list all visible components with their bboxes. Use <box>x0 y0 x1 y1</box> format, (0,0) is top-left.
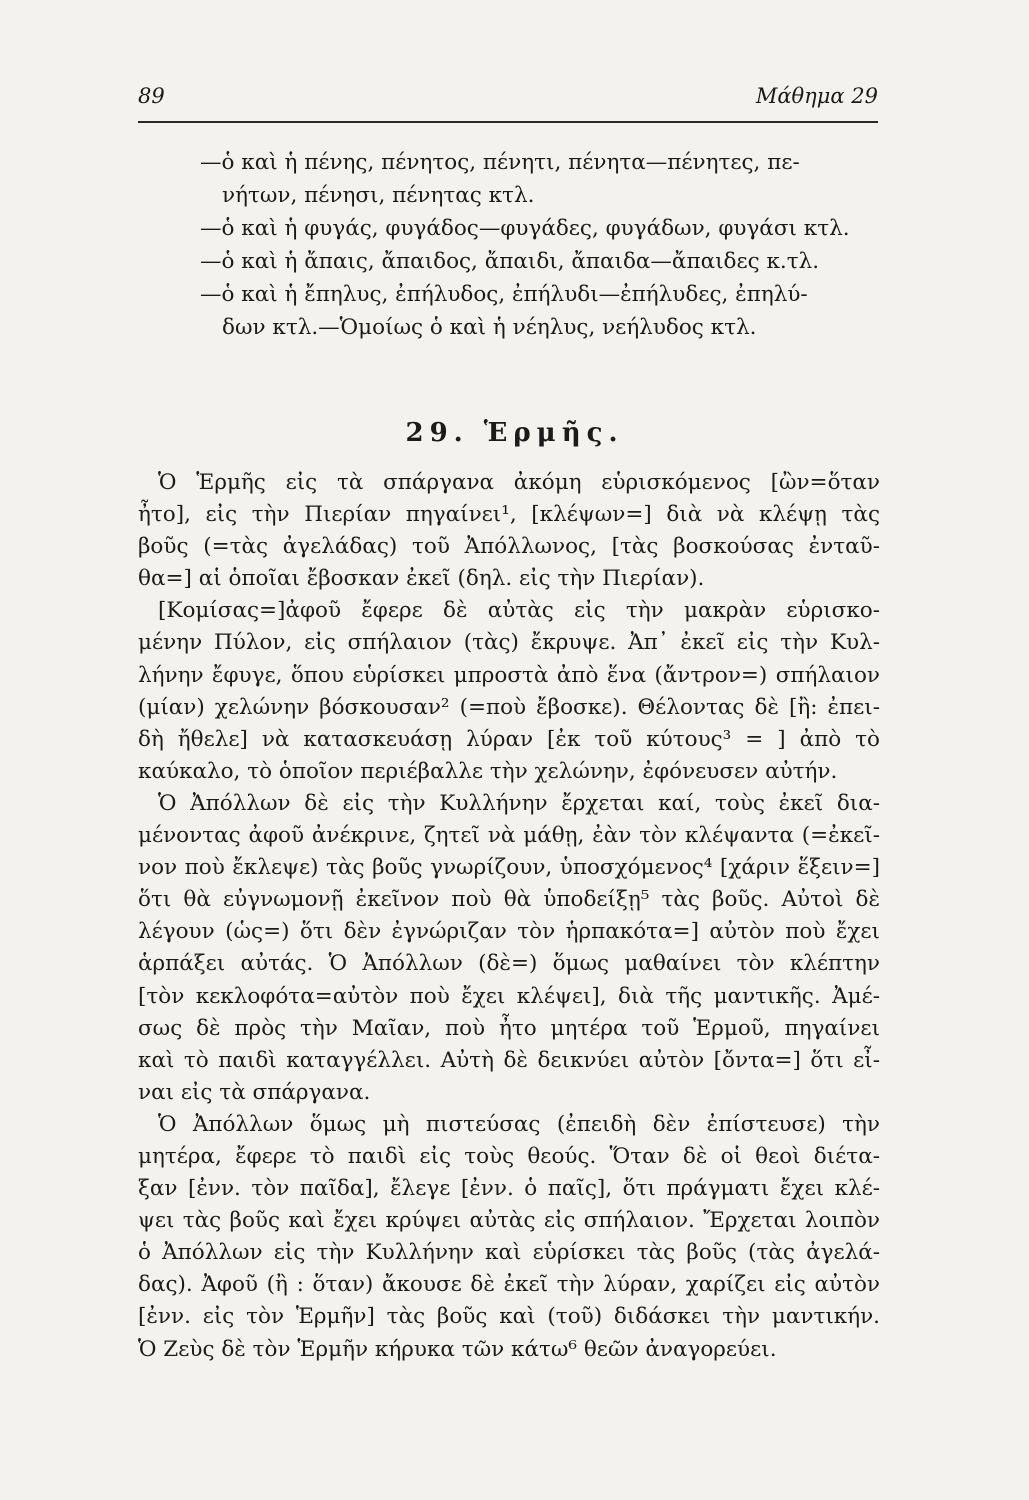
body-line: μένην Πύλον, εἰς σπήλαιον (τὰς) ἔκρυψε. Ἀπ᾿ ἐκεῖ εἰς τὴν Κυλ- <box>138 630 880 656</box>
body-line: μητέρα, ἔφερε τὸ παιδὶ εἰς τοὺς θεούς. Ὅταν δὲ οἱ θεοὶ διέτα- <box>138 1143 880 1169</box>
body-line: νον ποὺ ἔκλεψε) τὰς βοῦς γνωρίζουν, ὑποσχόμενος⁴ [χάριν ἕξειν=] <box>138 855 880 881</box>
body-line: σως δὲ πρὸς τὴν Μαῖαν, ποὺ ἦτο μητέρα τοῦ Ἑρμοῦ, πηγαίνει <box>138 1015 880 1041</box>
body-line: ἁρπάξει αὐτάς. Ὁ Ἀπόλλων (δὲ=) ὅμως μαθαίνει τὸν κλέπτην <box>138 951 880 977</box>
body-line: [Κομίσας=]ἀφοῦ ἔφερε δὲ αὐτὰς εἰς τὴν μακρὰν εὑρισκο- <box>158 598 880 624</box>
section-title: 29. Ἑρμῆς. <box>405 418 624 448</box>
body-line: δὴ ἤθελε] νὰ κατασκευάσῃ λύραν [ἐκ τοῦ κύτους³ = ] ἀπὸ τὸ <box>138 726 880 752</box>
declension-examples <box>200 146 880 344</box>
body-line: ὅτι θὰ εὐγνωμονῇ ἐκεῖνον ποὺ θὰ ὑποδείξῃ⁵ τὰς βοῦς. Αὐτοὶ δὲ <box>138 887 880 913</box>
intro-line: —ὁ καὶ ἡ ἔπηλυς, ἐπήλυδος, ἐπήλυδι—ἐπήλυδες, ἐπηλύ- <box>200 282 808 307</box>
body-line: (μίαν) χελώνην βόσκουσαν² (=ποὺ ἔβοσκε). Θέλοντας δὲ [ἢ: ἐπει- <box>138 694 880 720</box>
body-line: ναι εἰς τὰ σπάργανα. <box>138 1079 371 1105</box>
body-line: Ὁ Ἑρμῆς εἰς τὰ σπάργανα ἀκόμη εὑρισκόμενος [ὢν=ὅταν <box>158 470 880 495</box>
body-line: καὶ τὸ παιδὶ καταγγέλλει. Αὐτὴ δὲ δεικνύει αὐτὸν [ὄντα=] ὅτι εἶ- <box>138 1047 880 1073</box>
body-line: ψει τὰς βοῦς καὶ ἔχει κρύψει αὐτὰς εἰς σπήλαιον. Ἔρχεται λοιπὸν <box>138 1208 880 1234</box>
body-line: [ἐνν. εἰς τὸν Ἑρμῆν] τὰς βοῦς καὶ (τοῦ) διδάσκει τὴν μαντικήν. <box>138 1304 880 1330</box>
body-line: θα=] αἱ ὁποῖαι ἔβοσκαν ἐκεῖ (δηλ. εἰς τὴν Πιερίαν). <box>138 566 705 592</box>
intro-line: —ὁ καὶ ἡ πένης, πένητος, πένητι, πένητα—πένητες, πε- <box>200 150 800 175</box>
body-line: ὁ Ἀπόλλων εἰς τὴν Κυλλήνην καὶ εὑρίσκει τὰς βοῦς (τὰς ἀγελά- <box>138 1240 880 1266</box>
body-line: ἦτο], εἰς τὴν Πιερίαν πηγαίνει¹, [κλέψων=] διὰ νὰ κλέψῃ τὰς <box>138 502 880 528</box>
header-rule <box>138 121 878 123</box>
body-line: Ὁ Ἀπόλλων δὲ εἰς τὴν Κυλλήνην ἔρχεται καί, τοὺς ἐκεῖ δια- <box>158 790 880 816</box>
lesson-body <box>138 467 880 1366</box>
intro-line: —ὁ καὶ ἡ φυγάς, φυγάδος—φυγάδες, φυγάδων, φυγάσι κτλ. <box>200 216 850 241</box>
intro-line: —ὁ καὶ ἡ ἄπαις, ἄπαιδος, ἄπαιδι, ἄπαιδα—ἄπαιδες κ.τλ. <box>200 249 820 274</box>
body-line: δας). Ἀφοῦ (ἢ : ὅταν) ἄκουσε δὲ ἐκεῖ τὴν λύραν, χαρίζει εἰς αὐτὸν <box>138 1272 880 1298</box>
running-head: Μάθημα 29 <box>755 84 878 108</box>
intro-line: νήτων, πένησι, πένητας κτλ. <box>222 183 535 208</box>
body-line: λέγουν (ὡς=) ὅτι δὲν ἐγνώριζαν τὸν ἡρπακότα=] αὐτὸν ποὺ ἔχει <box>138 919 880 945</box>
body-line: βοῦς (=τὰς ἀγελάδας) τοῦ Ἀπόλλωνος, [τὰς βοσκούσας ἐνταῦ- <box>138 534 880 560</box>
page-number: 89 <box>138 84 165 108</box>
body-line: Ὁ Ζεὺς δὲ τὸν Ἑρμῆν κήρυκα τῶν κάτω⁶ θεῶν ἀναγορεύει. <box>138 1336 777 1362</box>
body-line: λήνην ἔφυγε, ὅπου εὑρίσκει μπροστὰ ἀπὸ ἕνα (ἄντρον=) σπήλαιον <box>138 662 880 688</box>
page-header <box>138 78 878 118</box>
body-line: μένοντας ἀφοῦ ἀνέκρινε, ζητεῖ νὰ μάθῃ, ἐὰν τὸν κλέψαντα (=ἐκεῖ- <box>138 823 880 849</box>
body-line: Ὁ Ἀπόλλων ὅμως μὴ πιστεύσας (ἐπειδὴ δὲν ἐπίστευσε) τὴν <box>158 1111 880 1137</box>
body-line: καύκαλο, τὸ ὁποῖον περιέβαλλε τὴν χελώνην, ἐφόνευσεν αὐτήν. <box>138 758 838 784</box>
body-line: ξαν [ἐνν. τὸν παῖδα], ἔλεγε [ἐνν. ὁ παῖς], ὅτι πράγματι ἔχει κλέ- <box>138 1176 880 1202</box>
intro-line: δων κτλ.—Ὁμοίως ὁ καὶ ἡ νέηλυς, νεήλυδος κτλ. <box>222 315 757 340</box>
body-line: [τὸν κεκλοφότα=αὐτὸν ποὺ ἔχει κλέψει], διὰ τῆς μαντικῆς. Ἀμέ- <box>138 983 880 1009</box>
